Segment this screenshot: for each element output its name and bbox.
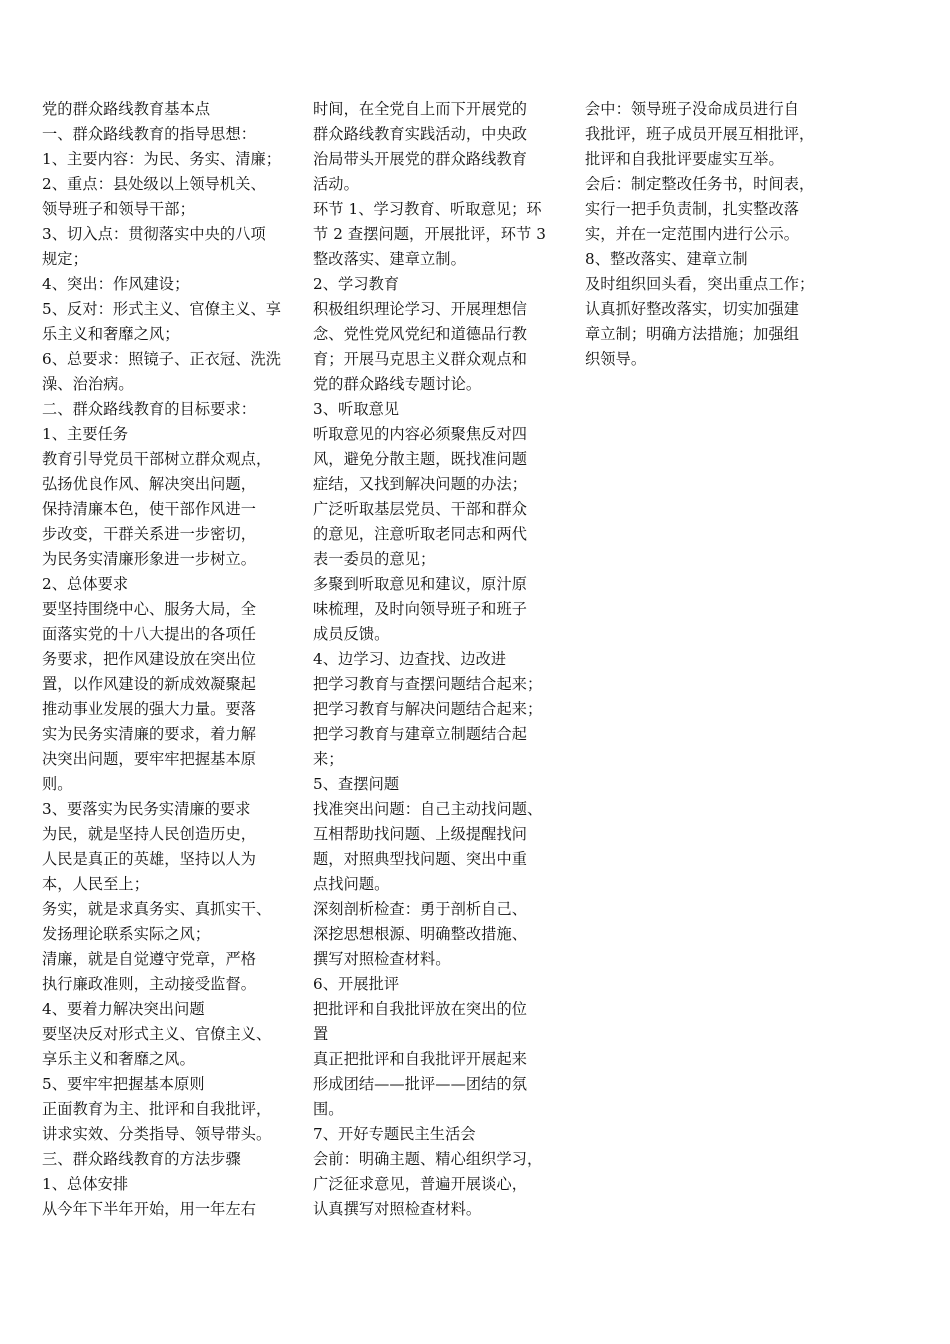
text-line: 5、反对：形式主义、官僚主义、享 [42,300,282,318]
text-line: 则。 [42,775,73,793]
text-line: 2、学习教育 [313,275,400,293]
text-line: 推动事业发展的强大力量。要落 [42,700,257,718]
text-line: 互相帮助找问题、上级提醒找问 [313,825,528,843]
text-line: 及时组织回头看，突出重点工作； [585,275,815,293]
text-line: 症结，又找到解决问题的办法； [313,475,528,493]
text-line: 把学习教育与解决问题结合起来； [313,700,543,718]
text-line: 撰写对照检查材料。 [313,950,451,968]
text-line: 环节 1、学习教育、听取意见；环 [313,200,542,218]
text-line: 我批评，班子成员开展互相批评， [585,125,815,143]
text-column-3 [585,97,835,372]
text-line: 领导班子和领导干部； [42,200,195,218]
text-line: 务实，就是求真务实、真抓实干、 [42,900,272,918]
text-line: 2、总体要求 [42,575,129,593]
text-line: 正面教育为主、批评和自我批评， [42,1100,272,1118]
text-line: 表一委员的意见； [313,550,436,568]
text-line: 三、群众路线教育的方法步骤 [42,1150,241,1168]
text-line: 教育引导党员干部树立群众观点， [42,450,272,468]
text-line: 风，避免分散主题，既找准问题 [313,450,528,468]
text-line: 弘扬优良作风、解决突出问题， [42,475,257,493]
text-line: 6、总要求：照镜子、正衣冠、洗洗 [42,350,282,368]
text-line: 党的群众路线教育基本点 [42,100,211,118]
text-line: 多聚到听取意见和建议，原汁原 [313,575,528,593]
text-line: 1、主要任务 [42,425,129,443]
text-line: 本，人民至上； [42,875,150,893]
text-line: 围。 [313,1100,344,1118]
text-line: 把学习教育与查摆问题结合起来； [313,675,543,693]
text-line: 规定； [42,250,88,268]
text-line: 二、群众路线教育的目标要求： [42,400,257,418]
text-line: 认真抓好整改落实，切实加强建 [585,300,800,318]
text-column-2 [313,97,563,1222]
text-line: 3、切入点：贯彻落实中央的八项 [42,225,266,243]
text-line: 6、开展批评 [313,975,400,993]
text-line: 2、重点：县处级以上领导机关、 [42,175,266,193]
text-line: 党的群众路线专题讨论。 [313,375,482,393]
text-line: 实行一把手负责制，扎实整改落 [585,200,800,218]
text-line: 置 [313,1025,329,1043]
text-line: 把批评和自我批评放在突出的位 [313,1000,528,1018]
text-line: 来； [313,750,344,768]
text-line: 清廉，就是自觉遵守党章，严格 [42,950,257,968]
text-line: 味梳理，及时向领导班子和班子 [313,600,528,618]
text-line: 7、开好专题民主生活会 [313,1125,476,1143]
text-line: 要坚持围绕中心、服务大局，全 [42,600,257,618]
text-line: 8、整改落实、建章立制 [585,250,748,268]
text-line: 实为民务实清廉的要求，着力解 [42,725,257,743]
text-line: 4、突出：作风建设； [42,275,190,293]
text-line: 的意见，注意听取老同志和两代 [313,525,528,543]
text-line: 享乐主义和奢靡之风。 [42,1050,195,1068]
text-line: 为民务实清廉形象进一步树立。 [42,550,257,568]
text-line: 讲求实效、分类指导、领导带头。 [42,1125,272,1143]
text-line: 深挖思想根源、明确整改措施、 [313,925,528,943]
text-line: 置，以作风建设的新成效凝聚起 [42,675,257,693]
text-line: 成员反馈。 [313,625,390,643]
text-line: 从今年下半年开始，用一年左右 [42,1200,257,1218]
text-line: 人民是真正的英雄，坚持以人为 [42,850,257,868]
text-line: 织领导。 [585,350,647,368]
text-line: 会后：制定整改任务书，时间表， [585,175,815,193]
text-line: 念、党性党风党纪和道德品行教 [313,325,528,343]
text-line: 面落实党的十八大提出的各项任 [42,625,257,643]
text-line: 广泛听取基层党员、干部和群众 [313,500,528,518]
text-line: 5、查摆问题 [313,775,400,793]
text-line: 批评和自我批评要虚实互举。 [585,150,784,168]
text-line: 会前：明确主题、精心组织学习， [313,1150,543,1168]
text-line: 务要求，把作风建设放在突出位 [42,650,257,668]
text-line: 积极组织理论学习、开展理想信 [313,300,528,318]
text-line: 形成团结——批评——团结的氛 [313,1075,528,1093]
text-line: 要坚决反对形式主义、官僚主义、 [42,1025,272,1043]
text-line: 1、总体安排 [42,1175,129,1193]
text-line: 1、主要内容：为民、务实、清廉； [42,150,282,168]
text-line: 实，并在一定范围内进行公示。 [585,225,800,243]
text-line: 3、听取意见 [313,400,400,418]
text-column-1 [42,97,292,1222]
text-line: 乐主义和奢靡之风； [42,325,180,343]
text-line: 找准突出问题：自己主动找问题、 [313,800,543,818]
text-line: 4、要着力解决突出问题 [42,1000,205,1018]
text-line: 整改落实、建章立制。 [313,250,466,268]
text-line: 治局带头开展党的群众路线教育 [313,150,528,168]
text-line: 决突出问题，要牢牢把握基本原 [42,750,257,768]
text-line: 为民，就是坚持人民创造历史， [42,825,257,843]
text-line: 执行廉政准则，主动接受监督。 [42,975,257,993]
text-line: 听取意见的内容必须聚焦反对四 [313,425,528,443]
text-line: 把学习教育与建章立制题结合起 [313,725,528,743]
text-line: 育；开展马克思主义群众观点和 [313,350,528,368]
text-line: 点找问题。 [313,875,390,893]
text-line: 真正把批评和自我批评开展起来 [313,1050,528,1068]
text-line: 5、要牢牢把握基本原则 [42,1075,205,1093]
text-line: 步改变，干群关系进一步密切， [42,525,257,543]
text-line: 题，对照典型找问题、突出中重 [313,850,528,868]
text-line: 保持清廉本色，使干部作风进一 [42,500,257,518]
text-line: 广泛征求意见，普遍开展谈心， [313,1175,528,1193]
text-line: 澡、治治病。 [42,375,134,393]
text-line: 时间，在全党自上而下开展党的 [313,100,528,118]
text-line: 章立制；明确方法措施；加强组 [585,325,800,343]
text-line: 节 2 查摆问题，开展批评，环节 3 [313,225,547,243]
text-line: 发扬理论联系实际之风； [42,925,211,943]
text-line: 一、群众路线教育的指导思想： [42,125,257,143]
text-line: 4、边学习、边查找、边改进 [313,650,507,668]
text-line: 认真撰写对照检查材料。 [313,1200,482,1218]
text-line: 群众路线教育实践活动，中央政 [313,125,528,143]
text-line: 会中：领导班子没命成员进行自 [585,100,800,118]
text-line: 活动。 [313,175,359,193]
text-line: 3、要落实为民务实清廉的要求 [42,800,251,818]
text-line: 深刻剖析检查：勇于剖析自己、 [313,900,528,918]
